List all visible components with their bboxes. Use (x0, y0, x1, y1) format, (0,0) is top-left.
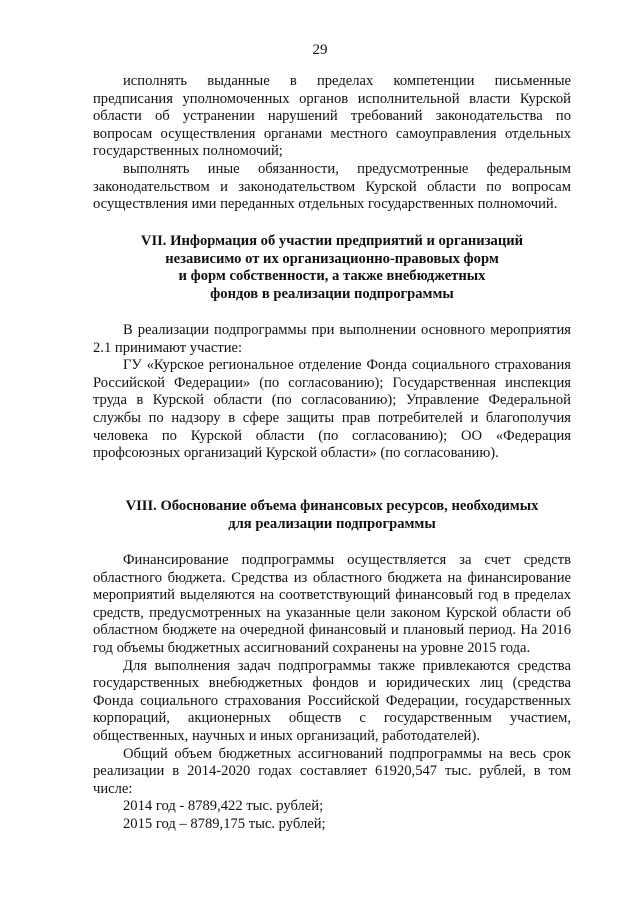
heading-line: независимо от их организационно-правовых форм (165, 250, 499, 267)
body-paragraph: В реализации подпрограммы при выполнении основного мероприятия 2.1 принимают участие: (93, 322, 571, 356)
heading-line: для реализации подпрограммы (228, 515, 436, 532)
funding-year-line: 2015 год – 8789,175 тыс. рублей; (123, 815, 326, 832)
section-7-heading (93, 233, 571, 303)
heading-line: VIII. Обоснование объема финансовых ресурсов, необходимых (125, 498, 539, 514)
section-8-heading (93, 498, 571, 533)
obligation-paragraph: выполнять иные обязанности, предусмотренные федеральным законодательством и законодательством Курской области по вопросам осуществления ими переданных отдельных государственных полномочий. (93, 160, 571, 213)
body-paragraph: Финансирование подпрограммы осуществляется за счет средств областного бюджета. Средства из областного бюджета на финансирование мероприятий выделяются на соответствующий финансовый год в пределах средств, предусмотренных на указанные цели законом Курской области об областном бюджете на очередной финансовый и плановый период. На 2016 год объемы бюджетных ассигнований сохранены на уровне 2015 года. (93, 552, 571, 656)
obligations-block (93, 73, 571, 214)
obligation-paragraph: исполнять выданные в пределах компетенции письменные предписания уполномоченных органов исполнительной власти Курской области об устранении нарушений требований законодательства по вопросам осуществления органами местного самоуправления отдельных государственных полномочий; (93, 73, 571, 160)
body-paragraph: ГУ «Курское региональное отделение Фонда социального страхования Российской Федерации» (по согласованию); Государственная инспекция труда в Курской области (по согласованию); Управление Федеральной службы по надзору в сфере защиты прав потребителей и благополучия человека по Курской области (по согласованию); ОО «Федерация профсоюзных организаций Курской области» (по согласованию). (93, 357, 571, 462)
funding-year-line: 2014 год - 8789,422 тыс. рублей; (123, 798, 324, 815)
heading-line: и форм собственности, а также внебюджетных (178, 268, 486, 285)
body-paragraph: Для выполнения задач подпрограммы также привлекаются средства государственных внебюджетных фондов и юридических лиц (средства Фонда социального страхования Российской Федерации, государственных корпораций, акционерных обществ с государственным участием, общественных, научных и иных организаций, работодателей). (93, 657, 571, 744)
section-7-body (93, 322, 571, 463)
heading-line: VII. Информация об участии предприятий и организаций (140, 233, 524, 249)
body-paragraph: Общий объем бюджетных ассигнований подпрограммы на весь срок реализации в 2014-2020 годах составляет 61920,547 тыс. рублей, в том числе: (93, 745, 571, 797)
heading-line: фондов в реализации подпрограммы (210, 285, 454, 302)
page-number: 29 (312, 42, 328, 58)
section-8-body (93, 552, 571, 834)
